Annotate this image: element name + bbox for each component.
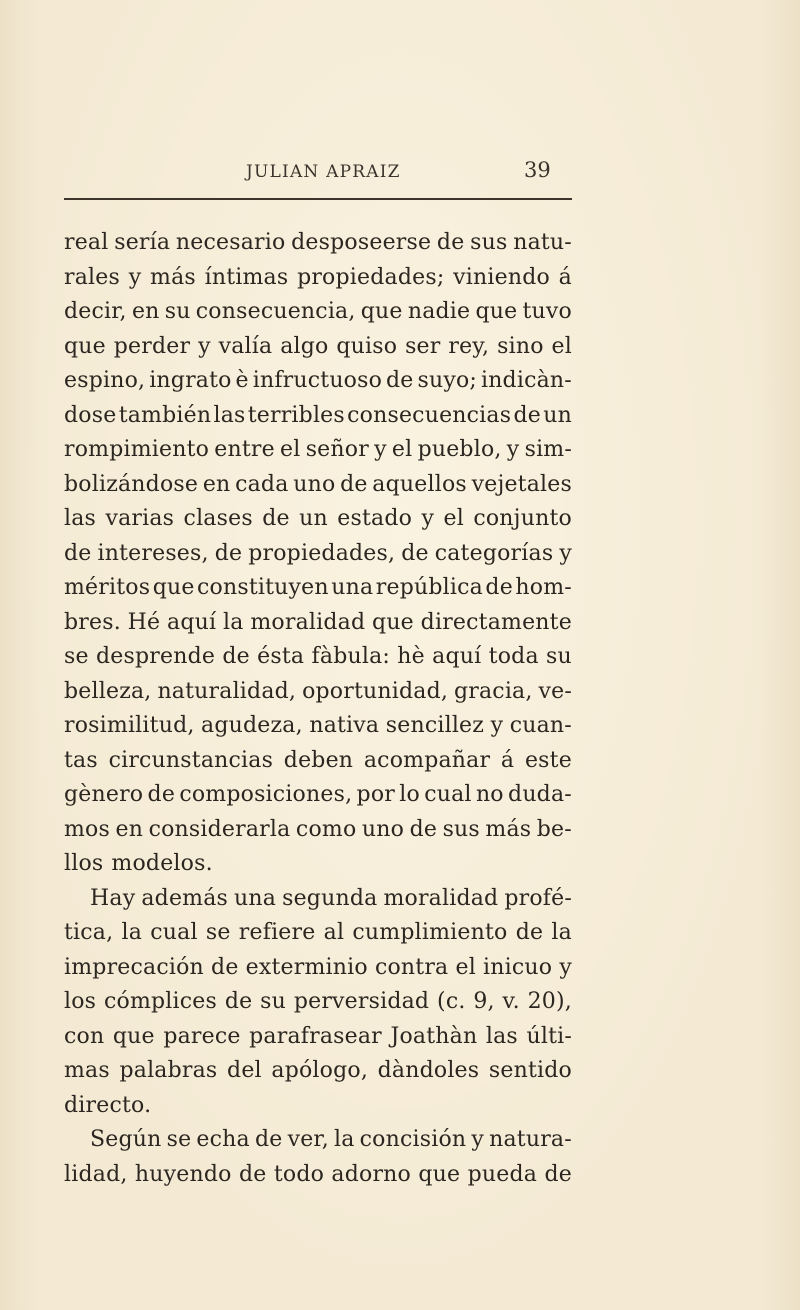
word: y xyxy=(471,1127,485,1152)
text-line xyxy=(64,813,572,848)
word: propiedades, xyxy=(248,540,396,566)
word: últi- xyxy=(526,1023,572,1049)
word: cual xyxy=(150,920,198,945)
word: ver, xyxy=(287,1127,329,1152)
page-number: 39 xyxy=(524,158,551,182)
word: huyendo xyxy=(134,1161,232,1187)
word: adorno xyxy=(331,1161,411,1187)
word: tica, xyxy=(64,920,114,945)
word: contra xyxy=(374,954,449,980)
word: el xyxy=(280,437,301,462)
text-line xyxy=(64,502,572,537)
word: real xyxy=(64,230,109,255)
word: las xyxy=(64,506,97,531)
word: de xyxy=(485,575,513,600)
word: deben xyxy=(283,747,354,773)
word: categorías xyxy=(434,540,554,566)
header-rule xyxy=(64,198,572,200)
word: dàndoles xyxy=(377,1058,480,1083)
word: señor xyxy=(305,437,369,462)
word: sentido xyxy=(488,1058,572,1083)
word: Según xyxy=(90,1127,162,1152)
word: naturalidad, xyxy=(157,678,297,704)
word: belleza, xyxy=(64,678,152,704)
word: de xyxy=(224,989,253,1014)
paragraph-last-line xyxy=(64,1089,572,1124)
word: constituyen xyxy=(197,575,329,600)
paragraph-first-line xyxy=(64,882,572,917)
word: de xyxy=(147,782,176,807)
word: tas xyxy=(64,747,98,773)
word: una xyxy=(331,575,374,600)
word: circunstancias xyxy=(108,747,274,773)
word: directamente xyxy=(420,609,572,635)
word: exterminio xyxy=(245,954,368,980)
word: y xyxy=(506,437,520,462)
word: sino xyxy=(497,333,544,359)
word: en xyxy=(202,471,231,497)
word: su xyxy=(164,299,191,324)
word: de xyxy=(515,920,544,945)
word: bres. xyxy=(64,609,121,635)
word: aquellos xyxy=(372,471,467,497)
word: de xyxy=(386,368,414,393)
word: sencillez xyxy=(385,713,485,738)
word: cómplices xyxy=(103,989,217,1014)
word: en xyxy=(115,816,144,842)
word: propiedades; xyxy=(297,264,445,290)
word: la xyxy=(121,920,143,945)
word: uno xyxy=(361,816,405,842)
word: de xyxy=(238,1161,267,1187)
word: profé- xyxy=(504,885,572,911)
word: mas xyxy=(64,1058,110,1083)
word: este xyxy=(524,747,572,773)
word: de xyxy=(401,540,429,566)
word: entre xyxy=(214,437,275,462)
word: al xyxy=(323,920,345,945)
word: de xyxy=(211,954,239,980)
word: y xyxy=(559,540,572,566)
word: aquí xyxy=(167,609,217,635)
text-line xyxy=(64,537,572,572)
word: oportunidad, xyxy=(302,678,449,704)
word: echa xyxy=(196,1127,250,1152)
word: su xyxy=(260,989,286,1014)
word: y xyxy=(559,954,572,980)
text-line xyxy=(64,433,572,468)
word: por xyxy=(356,782,395,807)
word: consecuencias xyxy=(347,402,512,428)
text-line xyxy=(64,1020,572,1055)
word: dose xyxy=(64,402,117,428)
word: palabras xyxy=(119,1058,218,1083)
running-head xyxy=(0,158,800,188)
word: considerarla xyxy=(148,816,291,842)
word: que xyxy=(360,299,403,324)
word: perder xyxy=(113,333,191,359)
word: tuvo xyxy=(522,299,572,324)
word: Hay xyxy=(90,885,136,911)
word: república xyxy=(375,575,483,600)
word: refiere xyxy=(238,920,316,945)
word: rompimiento xyxy=(64,437,210,462)
word: á xyxy=(500,747,515,773)
word: se xyxy=(205,920,231,945)
word: que xyxy=(64,333,106,359)
word: rey, xyxy=(448,333,490,359)
word: el xyxy=(391,437,413,462)
word: moralidad xyxy=(250,609,366,635)
word: hè xyxy=(397,644,425,669)
word: á xyxy=(558,264,572,290)
word: la xyxy=(334,1127,355,1152)
word: consecuencia, xyxy=(195,299,356,324)
word: segunda xyxy=(282,885,378,911)
text-line xyxy=(64,778,572,813)
word: ésta xyxy=(257,644,305,669)
text-line xyxy=(64,295,572,330)
word: indicàn- xyxy=(480,368,572,393)
word: llos xyxy=(64,851,104,876)
word: y xyxy=(198,333,211,359)
word: pueda xyxy=(467,1161,538,1187)
text-line xyxy=(64,364,572,399)
word: además xyxy=(141,885,229,911)
word: méritos xyxy=(64,575,151,600)
word: gracia, xyxy=(453,678,533,704)
word: perversidad xyxy=(293,989,430,1014)
text-line xyxy=(64,951,572,986)
word: moralidad xyxy=(383,885,499,911)
word: aquí xyxy=(432,644,482,669)
text-line xyxy=(64,916,572,951)
word: cual xyxy=(424,782,472,807)
word: parece xyxy=(163,1023,241,1049)
word: valía xyxy=(218,333,273,359)
word: rales xyxy=(64,264,120,290)
running-title: JULIAN APRAIZ xyxy=(246,162,401,182)
word: de xyxy=(262,506,290,531)
word: se xyxy=(166,1127,192,1152)
word: como xyxy=(295,816,357,842)
word: sus xyxy=(442,816,480,842)
word: duda- xyxy=(508,782,572,807)
word: que xyxy=(112,1023,155,1049)
word: su xyxy=(546,644,572,669)
word: la xyxy=(551,920,572,945)
word: è xyxy=(235,368,249,393)
word: cada xyxy=(235,471,289,497)
word: agudeza, xyxy=(201,713,303,738)
text-line xyxy=(64,985,572,1020)
word: sus xyxy=(470,230,508,255)
word: intereses, xyxy=(97,540,209,566)
word: 20), xyxy=(527,989,572,1014)
word: íntimas xyxy=(204,264,289,290)
text-line xyxy=(64,1054,572,1089)
text-line xyxy=(64,399,572,434)
word: desprende xyxy=(96,644,216,669)
word: el xyxy=(455,954,476,980)
word: todo xyxy=(273,1161,325,1187)
word: necesario xyxy=(175,230,286,255)
word: vejetales xyxy=(471,471,572,497)
word: una xyxy=(234,885,277,911)
word: toda xyxy=(488,644,539,669)
word: ser xyxy=(405,333,441,359)
word: del xyxy=(227,1058,262,1083)
word: de xyxy=(513,402,541,428)
word: terribles xyxy=(247,402,345,428)
word: pueblo, xyxy=(417,437,502,462)
text-line xyxy=(64,330,572,365)
word: de xyxy=(544,1161,572,1187)
text-line xyxy=(64,744,572,779)
word: decir, xyxy=(64,299,127,324)
word: conjunto xyxy=(473,506,572,531)
word: mos xyxy=(64,816,110,842)
word: que xyxy=(418,1161,461,1187)
paragraph-last-line xyxy=(64,847,572,882)
word: viniendo xyxy=(453,264,550,290)
word: que xyxy=(372,609,414,635)
word: algo xyxy=(280,333,329,359)
text-line xyxy=(64,1158,572,1193)
word: quiso xyxy=(336,333,398,359)
body-text xyxy=(64,226,572,1192)
word: de xyxy=(340,471,368,497)
word: composiciones, xyxy=(179,782,353,807)
word: ve- xyxy=(538,678,572,704)
word: directo. xyxy=(64,1092,152,1118)
word: sim- xyxy=(524,437,572,462)
word: desposeerse xyxy=(291,230,432,255)
word: también xyxy=(118,402,212,428)
word: infructuoso xyxy=(252,368,383,393)
word: de xyxy=(436,230,465,255)
word: natu- xyxy=(513,230,572,255)
word: y xyxy=(490,713,504,738)
word: que xyxy=(152,575,195,600)
word: y xyxy=(421,506,435,531)
word: nativa xyxy=(309,713,380,738)
word: los xyxy=(64,989,97,1014)
word: concisión xyxy=(359,1127,467,1152)
word: de xyxy=(409,816,438,842)
word: varias xyxy=(105,506,175,531)
word: imprecación xyxy=(64,954,204,980)
word: modelos. xyxy=(111,851,213,876)
word: Hé xyxy=(127,609,161,635)
word: de xyxy=(222,644,250,669)
word: 9, xyxy=(473,989,495,1014)
text-line xyxy=(64,468,572,503)
word: espino, xyxy=(64,368,146,393)
word: se xyxy=(64,644,89,669)
word: acompañar xyxy=(363,747,491,773)
word: clases xyxy=(183,506,253,531)
word: inicuo xyxy=(483,954,553,980)
word: y xyxy=(128,264,142,290)
word: uno xyxy=(293,471,336,497)
text-line xyxy=(64,606,572,641)
text-line xyxy=(64,640,572,675)
word: lo xyxy=(399,782,420,807)
word: más xyxy=(150,264,196,290)
word: ingrato xyxy=(149,368,232,393)
word: cumplimiento xyxy=(352,920,508,945)
word: de xyxy=(214,540,243,566)
paragraph-first-line xyxy=(64,1123,572,1158)
word: el xyxy=(443,506,464,531)
word: hom- xyxy=(515,575,572,600)
word: un xyxy=(299,506,328,531)
word: de xyxy=(254,1127,283,1152)
word: Joathàn xyxy=(390,1023,478,1049)
word: suyo; xyxy=(417,368,478,393)
word: el xyxy=(551,333,572,359)
word: parafrasear xyxy=(249,1023,382,1049)
word: más xyxy=(485,816,532,842)
text-line xyxy=(64,709,572,744)
word: estado xyxy=(337,506,413,531)
word: la xyxy=(223,609,244,635)
word: con xyxy=(64,1023,105,1049)
word: sería xyxy=(114,230,171,255)
text-line xyxy=(64,226,572,261)
text-line xyxy=(64,675,572,710)
word: fàbula: xyxy=(311,644,391,669)
word: cuan- xyxy=(509,713,572,738)
word: que xyxy=(475,299,518,324)
word: no xyxy=(475,782,504,807)
text-line xyxy=(64,261,572,296)
word: gènero xyxy=(64,782,144,807)
text-line xyxy=(64,571,572,606)
word: rosimilitud, xyxy=(64,713,195,738)
word: be- xyxy=(536,816,572,842)
word: v. xyxy=(502,989,520,1014)
word: lidad, xyxy=(64,1161,128,1187)
word: bolizándose xyxy=(64,471,199,497)
word: y xyxy=(374,437,387,462)
word: un xyxy=(543,402,572,428)
word: (c. xyxy=(437,989,466,1014)
word: natura- xyxy=(489,1127,572,1152)
word: apólogo, xyxy=(271,1058,369,1083)
word: nadie xyxy=(407,299,471,324)
word: las xyxy=(485,1023,518,1049)
word: las xyxy=(213,402,246,428)
word: en xyxy=(131,299,160,324)
word: de xyxy=(64,540,92,566)
